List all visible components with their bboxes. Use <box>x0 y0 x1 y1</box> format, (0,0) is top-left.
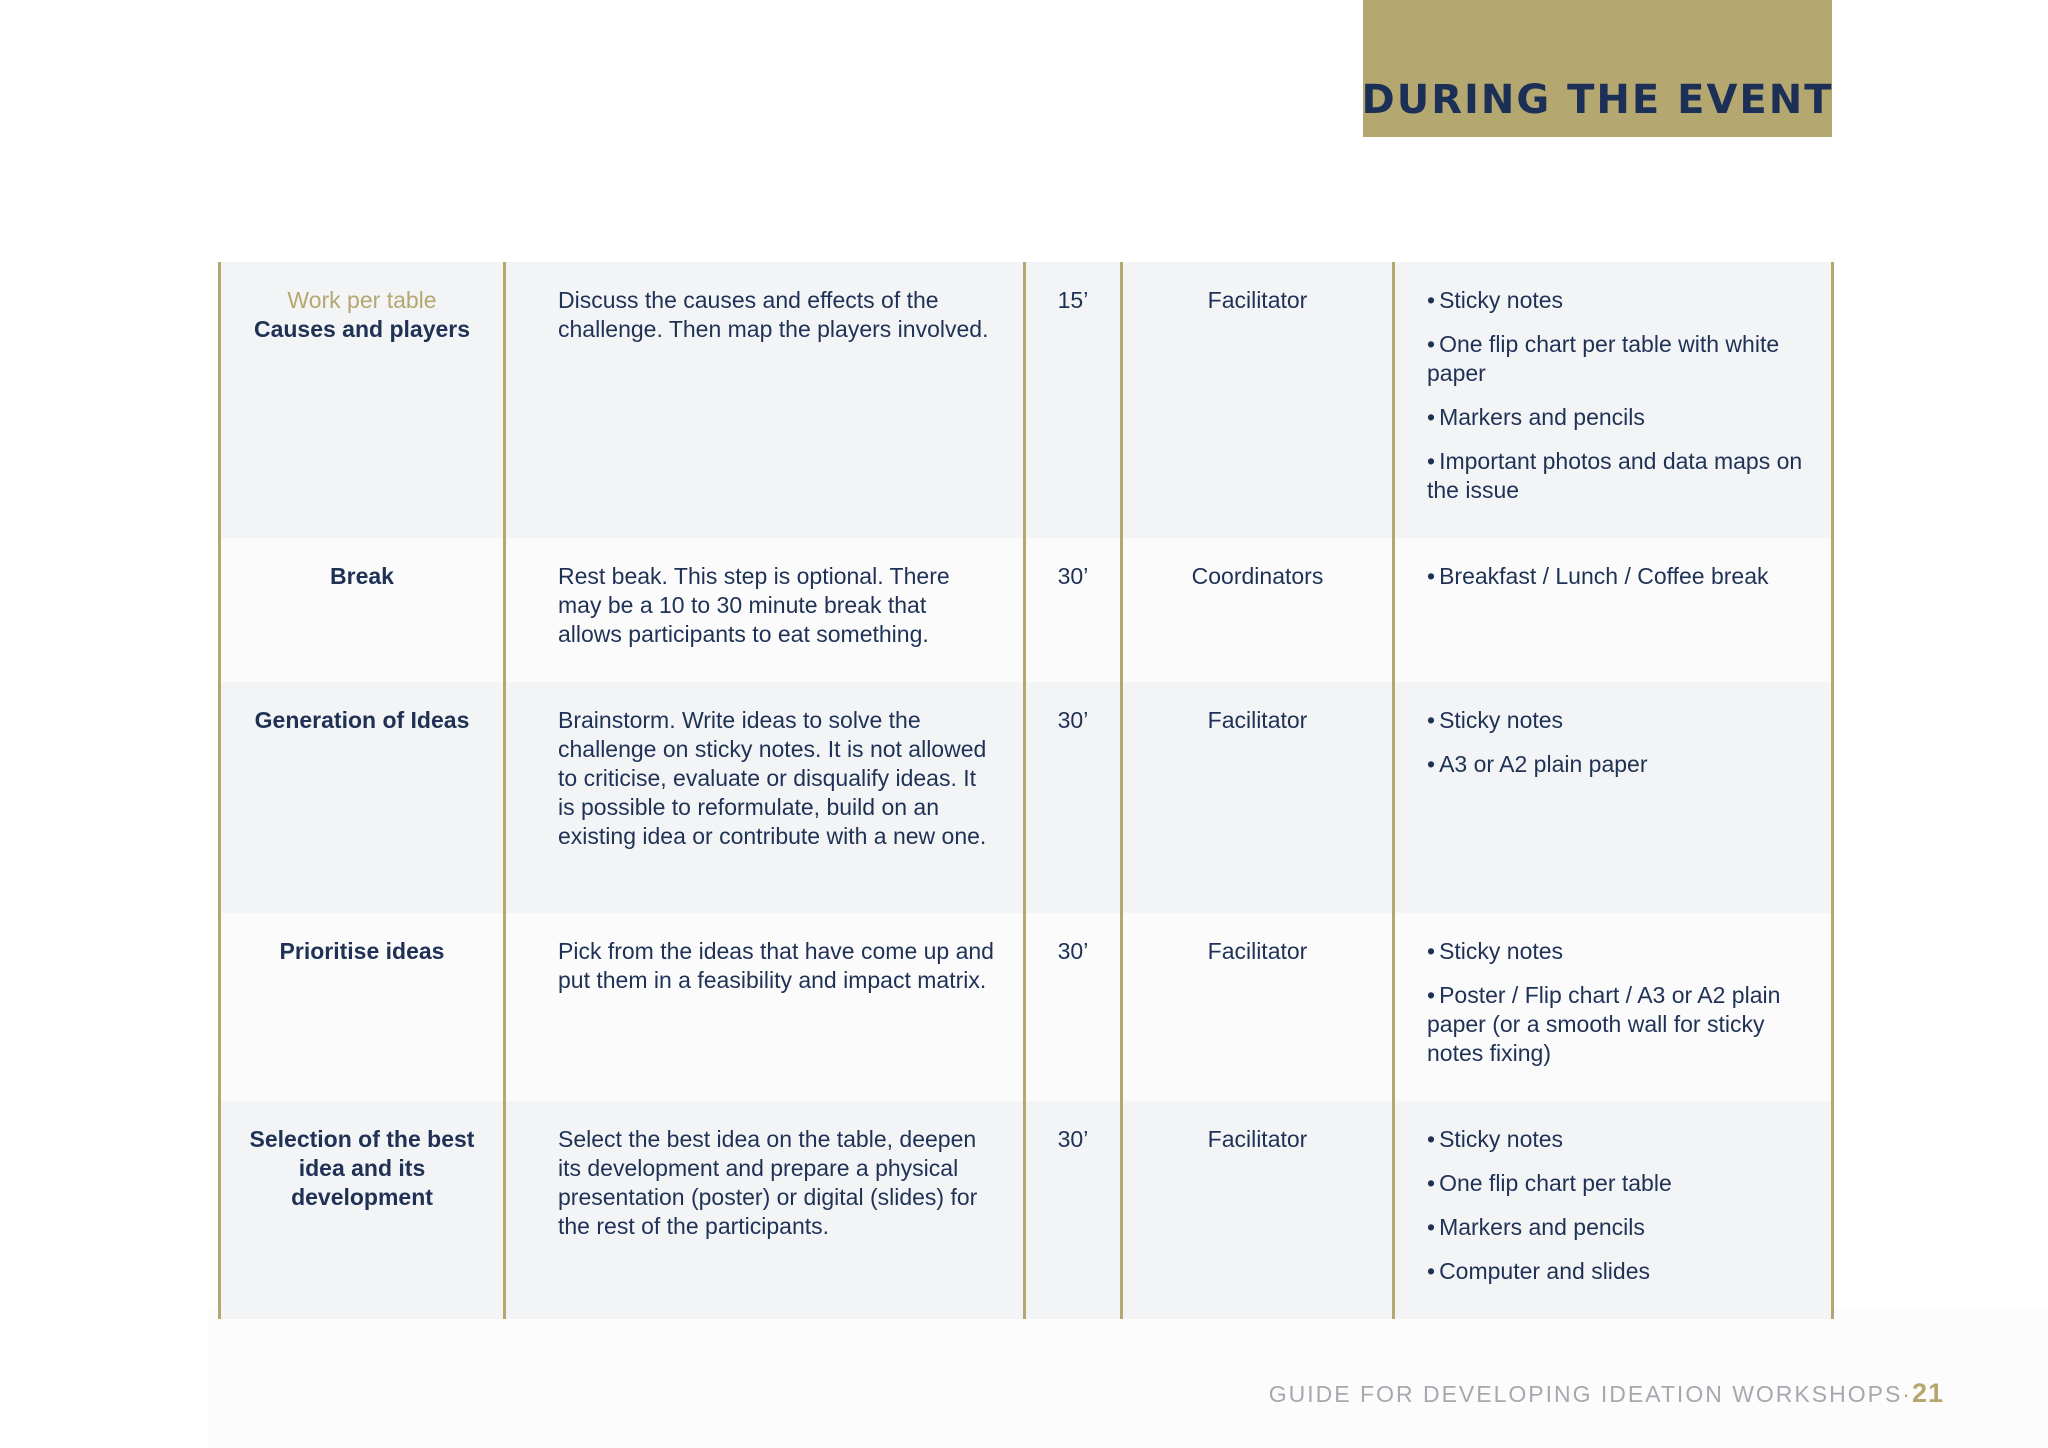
resource-text: Breakfast / Lunch / Coffee break <box>1439 563 1769 589</box>
activity-cell <box>218 1101 506 1319</box>
activity-cell <box>218 262 506 538</box>
bullet-icon: • <box>1427 563 1436 589</box>
bullet-icon: • <box>1427 938 1436 964</box>
bullet-icon: • <box>1427 707 1436 733</box>
activity-name: Causes and players <box>253 316 471 342</box>
list-item <box>1427 750 1811 779</box>
section-header <box>1363 0 1832 137</box>
resource-text: Sticky notes <box>1439 938 1564 964</box>
bullet-icon: • <box>1427 1258 1436 1284</box>
resource-text: Markers and pencils <box>1439 404 1645 430</box>
resources-list <box>1395 262 1834 538</box>
list-item <box>1427 447 1811 505</box>
bullet-icon: • <box>1427 287 1436 313</box>
resource-text: Sticky notes <box>1439 1126 1564 1152</box>
bullet-icon: • <box>1427 448 1436 474</box>
resource-text: Sticky notes <box>1439 287 1564 313</box>
list-item <box>1427 330 1811 388</box>
table-row <box>218 682 1834 913</box>
table-row <box>218 262 1834 538</box>
activity-cell <box>218 538 506 682</box>
resources-list <box>1395 682 1834 913</box>
activity-description: Rest beak. This step is optional. There may be a 10 to 30 minute break that allows participants to eat something. <box>506 538 1026 682</box>
activity-duration: 30’ <box>1026 538 1123 682</box>
activity-role: Facilitator <box>1123 913 1395 1101</box>
section-title: DURING THE EVENT <box>1361 77 1834 123</box>
resource-text: A3 or A2 plain paper <box>1439 751 1648 777</box>
activity-description: Pick from the ideas that have come up and put them in a feasibility and impact matrix. <box>506 913 1026 1101</box>
resource-text: Markers and pencils <box>1439 1214 1645 1240</box>
activity-subtitle: Work per table <box>287 287 437 313</box>
activity-duration: 30’ <box>1026 913 1123 1101</box>
activity-role: Facilitator <box>1123 262 1395 538</box>
list-item <box>1427 286 1811 315</box>
page-number: 21 <box>1911 1378 1944 1408</box>
activity-name: Generation of Ideas <box>254 707 470 733</box>
agenda-table <box>218 262 1834 1319</box>
bullet-icon: • <box>1427 404 1436 430</box>
bullet-icon: • <box>1427 331 1436 357</box>
bullet-icon: • <box>1427 1126 1436 1152</box>
page-footer <box>1269 1378 1944 1409</box>
activity-duration: 30’ <box>1026 1101 1123 1319</box>
resources-list <box>1395 538 1834 682</box>
list-item <box>1427 937 1811 966</box>
bullet-icon: • <box>1427 1170 1436 1196</box>
list-item <box>1427 1257 1811 1286</box>
activity-role: Coordinators <box>1123 538 1395 682</box>
resource-text: Computer and slides <box>1439 1258 1651 1284</box>
activity-duration: 30’ <box>1026 682 1123 913</box>
activity-role: Facilitator <box>1123 682 1395 913</box>
table-row <box>218 1101 1834 1319</box>
list-item <box>1427 562 1811 591</box>
activity-name: Break <box>330 563 394 589</box>
activity-description: Discuss the causes and effects of the challenge. Then map the players involved. <box>506 262 1026 538</box>
activity-role: Facilitator <box>1123 1101 1395 1319</box>
table-row <box>218 538 1834 682</box>
footer-title: GUIDE FOR DEVELOPING IDEATION WORKSHOPS <box>1268 1381 1903 1407</box>
bullet-icon: • <box>1427 1214 1436 1240</box>
list-item <box>1427 1125 1811 1154</box>
resource-text: Important photos and data maps on the issue <box>1427 448 1803 503</box>
list-item <box>1427 1169 1811 1198</box>
list-item <box>1427 1213 1811 1242</box>
footer-separator: · <box>1902 1381 1912 1407</box>
list-item <box>1427 981 1811 1068</box>
list-item <box>1427 706 1811 735</box>
activity-description: Brainstorm. Write ideas to solve the challenge on sticky notes. It is not allowed to criticise, evaluate or disqualify ideas. It is possible to reformulate, build on an existing idea or contribute with a new one. <box>506 682 1026 913</box>
bullet-icon: • <box>1427 982 1436 1008</box>
activity-description: Select the best idea on the table, deepen its development and prepare a physical presentation (poster) or digital (slides) for the rest of the participants. <box>506 1101 1026 1319</box>
activity-duration: 15’ <box>1026 262 1123 538</box>
resource-text: Sticky notes <box>1439 707 1564 733</box>
list-item <box>1427 403 1811 432</box>
activity-name: Selection of the best idea and its development <box>249 1126 475 1210</box>
resources-list <box>1395 913 1834 1101</box>
activity-cell <box>218 913 506 1101</box>
activity-cell <box>218 682 506 913</box>
resources-list <box>1395 1101 1834 1319</box>
table-row <box>218 913 1834 1101</box>
resource-text: One flip chart per table <box>1439 1170 1672 1196</box>
resource-text: One flip chart per table with white paper <box>1427 331 1780 386</box>
bullet-icon: • <box>1427 751 1436 777</box>
resource-text: Poster / Flip chart / A3 or A2 plain paper (or a smooth wall for sticky notes fixing) <box>1427 982 1781 1066</box>
activity-name: Prioritise ideas <box>279 938 445 964</box>
